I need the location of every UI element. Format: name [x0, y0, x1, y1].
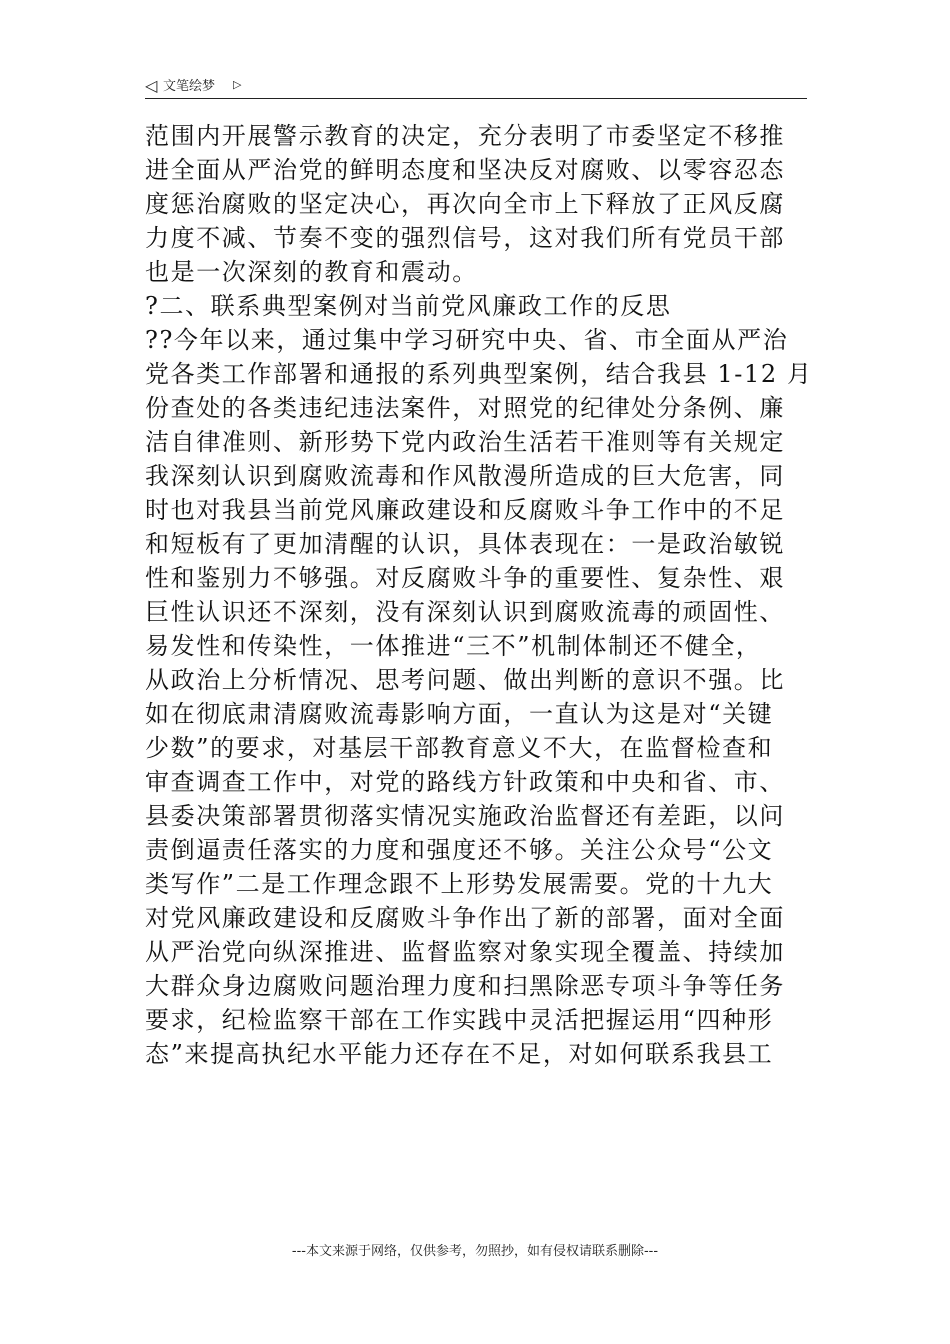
left-triangle-icon: ◁: [145, 76, 158, 95]
text-line: 份查处的各类违纪违法案件，对照党的纪律处分条例、廉: [145, 394, 785, 422]
header-title: 文笔绘梦: [163, 79, 216, 94]
text-line: 大群众身边腐败问题治理力度和扫黑除恶专项斗争等任务: [145, 972, 785, 1000]
text-line: 和短板有了更加清醒的认识，具体表现在：一是政治敏锐: [145, 530, 785, 558]
text-line: 类写作”二是工作理念跟不上形势发展需要。党的十九大: [145, 870, 774, 898]
text-line: 范围内开展警示教育的决定，充分表明了市委坚定不移推: [145, 122, 785, 150]
text-line: 易发性和传染性，一体推进“三不”机制体制还不健全，: [145, 632, 762, 660]
text-line: 要求，纪检监察干部在工作实践中灵活把握运用“四种形: [145, 1006, 774, 1034]
right-triangle-icon: ▷: [233, 78, 242, 91]
text-line: 如在彻底肃清腐败流毒影响方面，一直认为这是对“关键: [145, 700, 774, 728]
text-line: 对党风廉政建设和反腐败斗争作出了新的部署，面对全面: [145, 904, 785, 932]
text-line: 性和鉴别力不够强。对反腐败斗争的重要性、复杂性、艰: [145, 564, 785, 592]
text-line: 也是一次深刻的教育和震动。: [145, 258, 478, 286]
text-line: ??今年以来，通过集中学习研究中央、省、市全面从严治: [145, 326, 789, 354]
text-line: 巨性认识还不深刻，没有深刻认识到腐败流毒的顽固性、: [145, 598, 785, 626]
footer-disclaimer: ---本文来源于网络，仅供参考，勿照抄，如有侵权请联系删除---: [291, 1244, 659, 1259]
text-line: 力度不减、节奏不变的强烈信号，这对我们所有党员干部: [145, 224, 785, 252]
text-line: 度惩治腐败的坚定决心，再次向全市上下释放了正风反腐: [145, 190, 785, 218]
text-line: 态”来提高执纪水平能力还存在不足，对如何联系我县工: [145, 1040, 774, 1068]
text-line: 我深刻认识到腐败流毒和作风散漫所造成的巨大危害，同: [145, 462, 785, 490]
text-line: 审查调查工作中，对党的路线方针政策和中央和省、市、: [145, 768, 785, 796]
document-body: [145, 119, 815, 1071]
text-line: 县委决策部署贯彻落实情况实施政治监督还有差距，以问: [145, 802, 785, 830]
text-line: 少数”的要求，对基层干部教育意义不大，在监督检查和: [145, 734, 774, 762]
text-line: 从严治党向纵深推进、监督监察对象实现全覆盖、持续加: [145, 938, 785, 966]
text-line: 时也对我县当前党风廉政建设和反腐败斗争工作中的不足: [145, 496, 785, 524]
text-line: 洁自律准则、新形势下党内政治生活若干准则等有关规定: [145, 428, 785, 456]
text-line: 党各类工作部署和通报的系列典型案例，结合我县 1-12 月: [145, 360, 813, 388]
section-heading: ?二、联系典型案例对当前党风廉政工作的反思: [145, 292, 672, 320]
text-line: 责倒逼责任落实的力度和强度还不够。关注公众号“公文: [145, 836, 774, 864]
page-header: [145, 76, 807, 99]
text-line: 从政治上分析情况、思考问题、做出判断的意识不强。比: [145, 666, 785, 694]
text-line: 进全面从严治党的鲜明态度和坚决反对腐败、以零容忍态: [145, 156, 785, 184]
